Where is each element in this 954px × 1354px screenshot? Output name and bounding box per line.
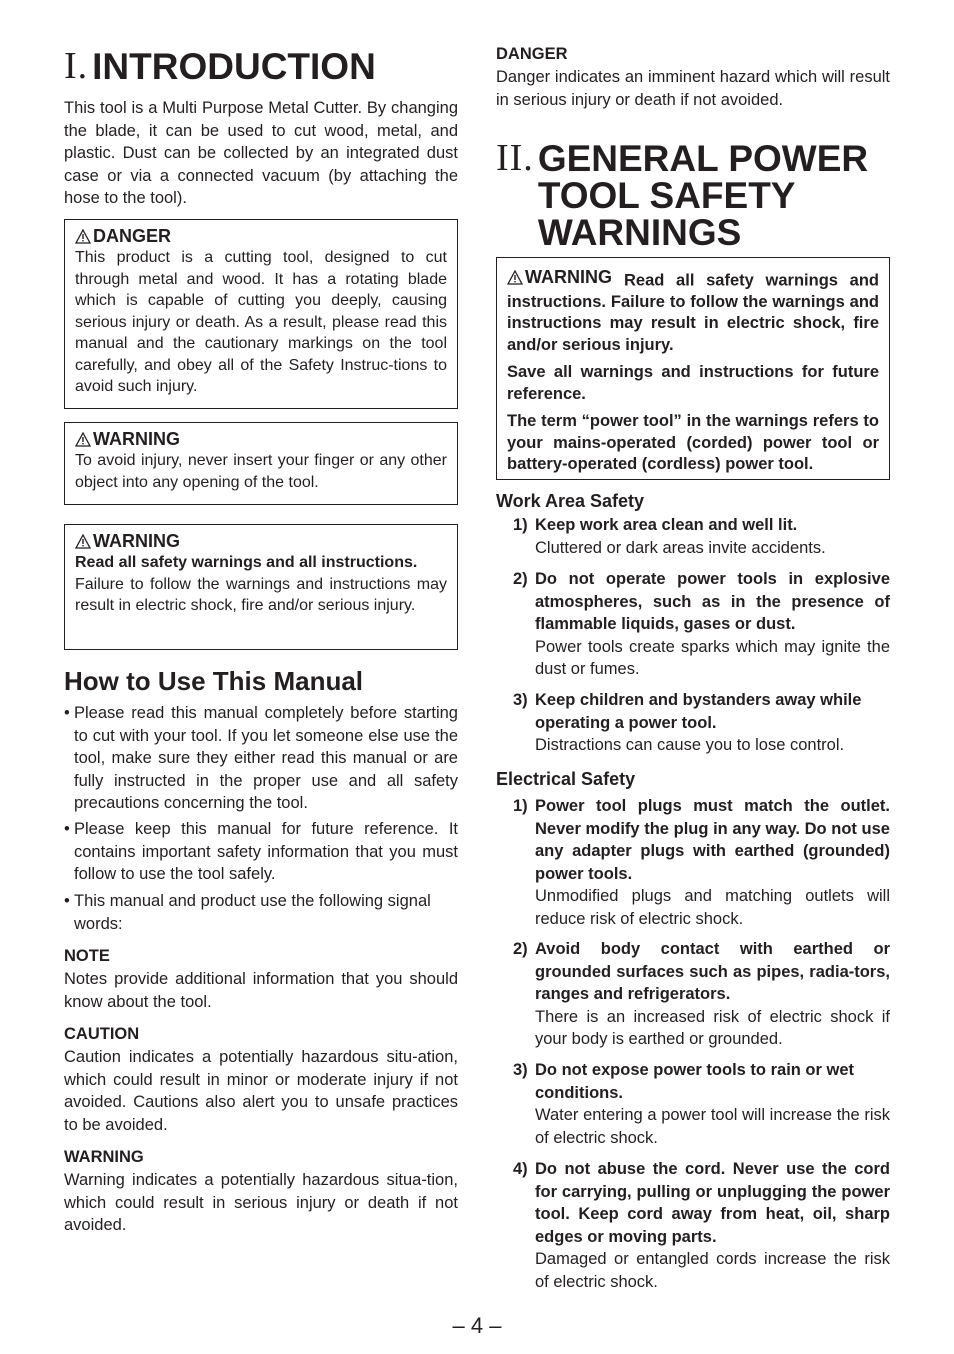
item-title: Do not abuse the cord. Never use the cord for carrying, pulling or unplugging the power tool. Keep cord away from heat, oil, sharp edges or moving parts. (535, 1160, 890, 1246)
section-number: II. (496, 137, 534, 179)
section-title-line-1: GENERAL POWER (537, 138, 869, 179)
warning-text: Warning indicates a potentially hazardous situa-tion, which could result in serious injury or death if not avoided. (64, 1171, 458, 1234)
item-number: 1) (513, 516, 528, 534)
warning-title (507, 267, 612, 289)
danger-text: Danger indicates an imminent hazard which will result in serious injury or death if not avoided. (496, 68, 890, 109)
caution-label: CAUTION (64, 1025, 140, 1043)
section-title-line-2: TOOL SAFETY (537, 175, 796, 216)
general-warning-save: Save all warnings and instructions for future reference. (507, 363, 879, 403)
item-number: 3) (513, 691, 528, 709)
item-title: Do not operate power tools in explosive atmospheres, such as in the presence of flammable liquids, gases or dust. (535, 570, 890, 633)
bullet-text: Please read this manual completely before starting to cut with your tool. If you let someone else use the tool, make sure they either read this manual or are fully instructed in the proper use and all safety precautions concerning the tool. (74, 704, 458, 812)
warning-label: WARNING (93, 531, 180, 551)
warning-triangle-icon (507, 270, 523, 285)
item-number: 3) (513, 1061, 528, 1079)
section-title-line-3: WARNINGS (537, 212, 742, 253)
warning-box-1-title (75, 428, 447, 450)
bullet-dot: • (64, 704, 70, 722)
note-text: Notes provide additional information that you should know about the tool. (64, 970, 458, 1011)
section-ii-heading (496, 137, 869, 253)
section-i-heading (64, 45, 376, 87)
item-text: Cluttered or dark areas invite accidents. (535, 538, 826, 557)
item-text: Damaged or entangled cords increase the risk of electric shock. (535, 1250, 890, 1291)
intro-paragraph: This tool is a Multi Purpose Metal Cutter. By changing the blade, it can be used to cut wood, metal, and plastic. Dust can be collected by an integrated dust case or via a connected vacuum (by attaching the hose to the tool). (64, 99, 458, 207)
manual-heading: How to Use This Manual (64, 666, 364, 696)
manual-bullet-1 (64, 702, 458, 815)
warning-lead-text: Read all safety warnings and instructions. Failure to follow the warnings and instructions may result in electric shock, fire and/or serious injury. (507, 271, 879, 354)
warning-label: WARNING (525, 267, 612, 287)
section-number: I. (64, 45, 89, 87)
warning-box-1-body: To avoid injury, never insert your finger or any other object into any opening of the tool. (75, 452, 447, 491)
bullet-dot: • (64, 892, 70, 910)
danger-label: DANGER (93, 226, 172, 246)
item-number: 4) (513, 1160, 528, 1178)
item-text: There is an increased risk of electric shock if your body is earthed or grounded. (535, 1007, 890, 1048)
item-title: Do not expose power tools to rain or wet conditions. (535, 1061, 855, 1102)
warning-label: WARNING (64, 1148, 144, 1166)
danger-label: DANGER (496, 45, 568, 63)
general-warning-box (496, 257, 890, 480)
item-number: 1) (513, 797, 528, 815)
page-number: – 4 – (452, 1313, 502, 1338)
note-label: NOTE (64, 947, 110, 965)
danger-box (64, 219, 458, 409)
caution-text: Caution indicates a potentially hazardous situ-ation, which could result in minor or moderate injury if not avoided. Cautions also alert you to unsafe practices to be avoided. (64, 1048, 458, 1134)
general-warning-lead (507, 267, 879, 356)
warning-triangle-icon (75, 229, 91, 244)
work-area-heading: Work Area Safety (496, 491, 645, 511)
section-title (538, 140, 868, 251)
electrical-heading: Electrical Safety (496, 769, 636, 789)
bullet-dot: • (64, 820, 70, 838)
danger-box-body: This product is a cutting tool, designed to cut through metal and wood. It has a rotating blade which is capable of cutting you deeply, causing serious injury or death. As a result, please read this manual and the cautionary markings on the tool carefully, and obey all of the Safety Instruc-tions to avoid such injury. (75, 249, 447, 395)
bullet-text: Please keep this manual for future reference. It contains important safety information that you must follow to use the tool safely. (74, 820, 458, 883)
item-number: 2) (513, 570, 528, 588)
item-number: 2) (513, 940, 528, 958)
danger-box-title (75, 225, 447, 247)
warning-box-1 (64, 422, 458, 505)
manual-bullet-2 (64, 818, 458, 886)
item-title: Power tool plugs must match the outlet. Never modify the plug in any way. Do not use any adapter plugs with earthed (grounded) power tools. (535, 797, 890, 883)
item-title: Keep children and bystanders away while operating a power tool. (535, 691, 862, 732)
warning-box-2 (64, 524, 458, 650)
warning-box-2-title (75, 530, 447, 552)
general-warning-term: The term “power tool” in the warnings refers to your mains-operated (corded) power tool or battery-operated (cordless) power tool. (507, 412, 879, 474)
manual-bullet-3 (64, 890, 458, 935)
section-title: INTRODUCTION (92, 46, 376, 87)
warning-box-2-body: Failure to follow the warnings and instructions may result in electric shock, fire and/or serious injury. (75, 575, 447, 614)
item-text: Power tools create sparks which may ignite the dust or fumes. (535, 637, 890, 678)
warning-label: WARNING (93, 429, 180, 449)
item-text: Water entering a power tool will increase the risk of electric shock. (535, 1106, 890, 1147)
warning-triangle-icon (75, 432, 91, 447)
item-text: Distractions can cause you to lose control. (535, 736, 845, 754)
warning-box-2-bold: Read all safety warnings and all instructions. (75, 554, 418, 571)
bullet-text: This manual and product use the following signal words: (74, 892, 431, 933)
item-title: Keep work area clean and well lit. (535, 516, 798, 534)
item-title: Avoid body contact with earthed or grounded surfaces such as pipes, radia-tors, ranges and refrigerators. (535, 940, 890, 1003)
item-text: Unmodified plugs and matching outlets will reduce risk of electric shock. (535, 887, 890, 928)
warning-triangle-icon (75, 534, 91, 549)
